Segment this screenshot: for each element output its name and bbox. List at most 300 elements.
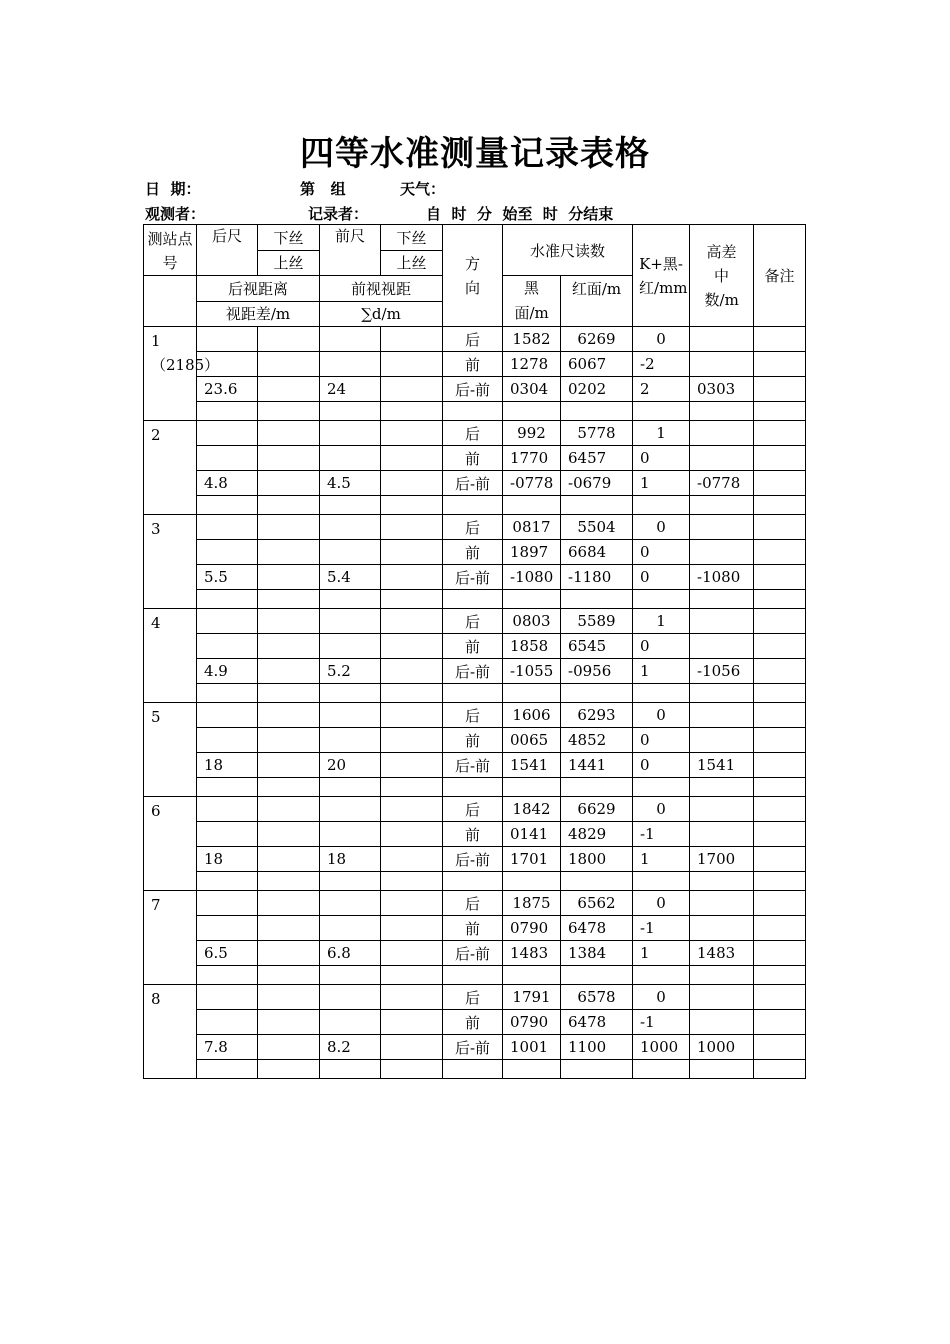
black-reading-cell: 992 — [503, 421, 561, 446]
empty-cell — [258, 941, 320, 966]
black-reading-cell: 0790 — [503, 916, 561, 941]
empty-cell — [381, 753, 443, 778]
remark-cell — [754, 941, 806, 966]
empty-cell — [381, 471, 443, 496]
empty-cell — [381, 891, 443, 916]
red-reading-cell: -0956 — [561, 659, 633, 684]
height-diff-cell: 1541 — [690, 753, 754, 778]
station-id-cell — [144, 515, 197, 609]
station-id-cell — [144, 703, 197, 797]
remark-cell — [754, 847, 806, 872]
header-red: 红面/m — [561, 276, 633, 327]
remark-cell — [754, 327, 806, 352]
station-id: 7 — [151, 896, 161, 914]
direction-cell: 后-前 — [443, 1035, 503, 1060]
black-reading-cell: -0778 — [503, 471, 561, 496]
black-reading-cell: 1858 — [503, 634, 561, 659]
empty-cell — [381, 822, 443, 847]
k-diff-cell: 1000 — [633, 1035, 690, 1060]
height-diff-cell: 1700 — [690, 847, 754, 872]
remark-cell — [754, 565, 806, 590]
k-diff-cell: 0 — [633, 797, 690, 822]
empty-cell — [258, 916, 320, 941]
header-row-1 — [144, 225, 806, 251]
remark-cell — [754, 515, 806, 540]
empty-cell — [561, 872, 633, 891]
remark-cell — [754, 797, 806, 822]
table-row — [144, 590, 806, 609]
empty-cell — [258, 703, 320, 728]
k-diff-cell: 1 — [633, 941, 690, 966]
empty-cell — [258, 684, 320, 703]
black-reading-cell: 1897 — [503, 540, 561, 565]
station-id: 6 — [151, 802, 161, 820]
back-distance-cell: 18 — [197, 753, 258, 778]
empty-cell — [320, 916, 381, 941]
station-id-cell — [144, 421, 197, 515]
empty-cell — [258, 728, 320, 753]
table-row — [144, 565, 806, 590]
empty-cell — [633, 590, 690, 609]
black-reading-cell: 1842 — [503, 797, 561, 822]
empty-cell — [690, 684, 754, 703]
k-diff-cell: 0 — [633, 565, 690, 590]
k-diff-cell: 1 — [633, 609, 690, 634]
front-distance-cell: 24 — [320, 377, 381, 402]
empty-cell — [320, 985, 381, 1010]
red-reading-cell: 6562 — [561, 891, 633, 916]
k-diff-cell: 2 — [633, 377, 690, 402]
table-row — [144, 609, 806, 634]
empty-cell — [258, 515, 320, 540]
empty-cell — [258, 797, 320, 822]
empty-cell — [503, 590, 561, 609]
black-reading-cell: 1001 — [503, 1035, 561, 1060]
direction-cell: 后 — [443, 703, 503, 728]
k-diff-cell: -1 — [633, 822, 690, 847]
red-reading-cell: 4852 — [561, 728, 633, 753]
empty-cell — [320, 891, 381, 916]
empty-cell — [320, 590, 381, 609]
empty-cell — [320, 352, 381, 377]
k-diff-cell: -1 — [633, 1010, 690, 1035]
station-id-cell — [144, 797, 197, 891]
height-diff-cell — [690, 327, 754, 352]
front-distance-cell: 5.2 — [320, 659, 381, 684]
k-diff-cell: 1 — [633, 471, 690, 496]
red-reading-cell: 6269 — [561, 327, 633, 352]
empty-cell — [443, 778, 503, 797]
empty-cell — [381, 659, 443, 684]
empty-cell — [381, 966, 443, 985]
station-id: 4 — [151, 614, 161, 632]
red-reading-cell: 6629 — [561, 797, 633, 822]
empty-cell — [381, 327, 443, 352]
height-diff-cell — [690, 1010, 754, 1035]
table-row — [144, 471, 806, 496]
red-reading-cell: 6478 — [561, 916, 633, 941]
empty-cell — [258, 446, 320, 471]
empty-cell — [381, 352, 443, 377]
direction-cell: 后-前 — [443, 471, 503, 496]
back-distance-cell: 5.5 — [197, 565, 258, 590]
header-direction: 方向 — [443, 225, 503, 327]
empty-cell — [197, 891, 258, 916]
empty-cell — [197, 421, 258, 446]
black-reading-cell: 0141 — [503, 822, 561, 847]
station-id: 3 — [151, 520, 161, 538]
red-reading-cell: 1384 — [561, 941, 633, 966]
empty-cell — [258, 496, 320, 515]
empty-cell — [381, 590, 443, 609]
empty-cell — [381, 941, 443, 966]
empty-cell — [197, 728, 258, 753]
empty-cell — [258, 847, 320, 872]
table-row — [144, 515, 806, 540]
table-body — [144, 225, 806, 1079]
table-row — [144, 352, 806, 377]
k-diff-cell: 0 — [633, 891, 690, 916]
header-remark: 备注 — [754, 225, 806, 327]
height-diff-cell: -0778 — [690, 471, 754, 496]
empty-cell — [320, 966, 381, 985]
empty-cell — [690, 872, 754, 891]
empty-cell — [503, 496, 561, 515]
empty-cell — [381, 778, 443, 797]
k-diff-cell: 0 — [633, 985, 690, 1010]
table-row — [144, 634, 806, 659]
direction-cell: 后-前 — [443, 377, 503, 402]
back-distance-cell: 4.9 — [197, 659, 258, 684]
header-sum-d: ∑d/m — [320, 301, 443, 327]
direction-cell: 后-前 — [443, 753, 503, 778]
empty-cell — [197, 1010, 258, 1035]
k-diff-cell: 0 — [633, 753, 690, 778]
empty-cell — [443, 496, 503, 515]
direction-cell: 后-前 — [443, 659, 503, 684]
direction-cell: 前 — [443, 540, 503, 565]
empty-cell — [443, 872, 503, 891]
height-diff-cell — [690, 703, 754, 728]
station-id: 8 — [151, 990, 161, 1008]
red-reading-cell: 6545 — [561, 634, 633, 659]
empty-cell — [690, 496, 754, 515]
empty-cell — [258, 352, 320, 377]
black-reading-cell: 1875 — [503, 891, 561, 916]
height-diff-cell — [690, 822, 754, 847]
table-row — [144, 778, 806, 797]
empty-cell — [381, 1010, 443, 1035]
empty-cell — [381, 421, 443, 446]
direction-cell: 后-前 — [443, 847, 503, 872]
red-reading-cell: 5778 — [561, 421, 633, 446]
empty-cell — [381, 402, 443, 421]
empty-cell — [381, 609, 443, 634]
height-diff-cell: 0303 — [690, 377, 754, 402]
table-row — [144, 847, 806, 872]
station-id-cell — [144, 609, 197, 703]
remark-cell — [754, 446, 806, 471]
leveling-record-table — [143, 224, 806, 1079]
red-reading-cell: -1180 — [561, 565, 633, 590]
empty-cell — [320, 1060, 381, 1079]
red-reading-cell: 0202 — [561, 377, 633, 402]
empty-cell — [320, 797, 381, 822]
empty-cell — [443, 684, 503, 703]
empty-cell — [633, 778, 690, 797]
height-diff-cell — [690, 421, 754, 446]
empty-cell — [561, 1060, 633, 1079]
red-reading-cell: 6457 — [561, 446, 633, 471]
empty-cell — [320, 634, 381, 659]
direction-cell: 后 — [443, 421, 503, 446]
table-row — [144, 496, 806, 515]
k-diff-cell: -1 — [633, 916, 690, 941]
header-front-rod: 前尺 — [320, 225, 381, 276]
recorder-label: 记录者： — [308, 205, 369, 223]
empty-cell — [258, 966, 320, 985]
k-diff-cell: 0 — [633, 515, 690, 540]
empty-cell — [633, 872, 690, 891]
empty-cell — [320, 540, 381, 565]
empty-cell — [258, 1060, 320, 1079]
date-label: 日 期： — [145, 180, 201, 198]
remark-cell — [754, 1010, 806, 1035]
empty-cell — [561, 778, 633, 797]
empty-cell — [320, 609, 381, 634]
k-diff-cell: 0 — [633, 728, 690, 753]
empty-cell — [197, 872, 258, 891]
empty-cell — [197, 590, 258, 609]
empty-cell — [381, 496, 443, 515]
empty-cell — [258, 590, 320, 609]
height-diff-cell: 1483 — [690, 941, 754, 966]
empty-cell — [197, 778, 258, 797]
header-k-diff: K+黑-红/mm — [633, 225, 690, 327]
empty-cell — [258, 540, 320, 565]
direction-cell: 前 — [443, 1010, 503, 1035]
red-reading-cell: -0679 — [561, 471, 633, 496]
direction-cell: 后 — [443, 327, 503, 352]
k-diff-cell: 0 — [633, 446, 690, 471]
empty-cell — [690, 778, 754, 797]
empty-cell — [197, 515, 258, 540]
empty-cell — [197, 822, 258, 847]
back-distance-cell: 7.8 — [197, 1035, 258, 1060]
empty-cell — [320, 822, 381, 847]
remark-cell — [754, 985, 806, 1010]
time-label: 自 时 分 始至 时 分结束 — [426, 205, 614, 223]
empty-cell — [320, 1010, 381, 1035]
height-diff-cell — [690, 634, 754, 659]
empty-cell — [197, 540, 258, 565]
empty-cell — [258, 1010, 320, 1035]
header-black: 黑面/m — [503, 276, 561, 327]
empty-cell — [258, 822, 320, 847]
empty-cell — [633, 966, 690, 985]
black-reading-cell: 1582 — [503, 327, 561, 352]
empty-cell — [381, 684, 443, 703]
empty-cell — [754, 872, 806, 891]
empty-cell — [320, 496, 381, 515]
empty-cell — [381, 797, 443, 822]
empty-cell — [690, 590, 754, 609]
empty-cell — [258, 377, 320, 402]
black-reading-cell: 0304 — [503, 377, 561, 402]
direction-cell: 后 — [443, 609, 503, 634]
empty-cell — [320, 402, 381, 421]
height-diff-cell — [690, 797, 754, 822]
empty-cell — [443, 966, 503, 985]
empty-cell — [690, 402, 754, 421]
empty-cell — [381, 847, 443, 872]
direction-cell: 前 — [443, 822, 503, 847]
empty-cell — [503, 872, 561, 891]
red-reading-cell: 5504 — [561, 515, 633, 540]
k-diff-cell: 0 — [633, 703, 690, 728]
station-id-cell — [144, 985, 197, 1079]
front-distance-cell: 6.8 — [320, 941, 381, 966]
black-reading-cell: 0803 — [503, 609, 561, 634]
red-reading-cell: 1441 — [561, 753, 633, 778]
station-id-cell — [144, 891, 197, 985]
empty-cell — [561, 496, 633, 515]
empty-cell — [381, 446, 443, 471]
empty-cell — [258, 565, 320, 590]
empty-cell — [258, 634, 320, 659]
empty-cell — [633, 402, 690, 421]
empty-cell — [633, 496, 690, 515]
empty-cell — [197, 966, 258, 985]
header-back-lower: 下丝 — [258, 225, 320, 251]
remark-cell — [754, 916, 806, 941]
black-reading-cell: -1080 — [503, 565, 561, 590]
empty-cell — [503, 684, 561, 703]
red-reading-cell: 6067 — [561, 352, 633, 377]
red-reading-cell: 4829 — [561, 822, 633, 847]
header-back-distance: 后视距离 — [197, 276, 320, 302]
table-row — [144, 941, 806, 966]
empty-cell — [381, 540, 443, 565]
empty-cell — [561, 402, 633, 421]
empty-cell — [381, 515, 443, 540]
empty-cell — [197, 327, 258, 352]
direction-cell: 前 — [443, 352, 503, 377]
height-diff-cell — [690, 352, 754, 377]
red-reading-cell: 1800 — [561, 847, 633, 872]
red-reading-cell: 1100 — [561, 1035, 633, 1060]
remark-cell — [754, 891, 806, 916]
table-row — [144, 985, 806, 1010]
empty-cell — [381, 1035, 443, 1060]
empty-cell — [197, 634, 258, 659]
back-distance-cell: 4.8 — [197, 471, 258, 496]
red-reading-cell: 6684 — [561, 540, 633, 565]
red-reading-cell: 6478 — [561, 1010, 633, 1035]
front-distance-cell: 20 — [320, 753, 381, 778]
k-diff-cell: 0 — [633, 634, 690, 659]
direction-cell: 后 — [443, 985, 503, 1010]
empty-cell — [320, 684, 381, 703]
remark-cell — [754, 753, 806, 778]
empty-cell — [503, 402, 561, 421]
empty-cell — [320, 703, 381, 728]
table-row — [144, 540, 806, 565]
table-row — [144, 1060, 806, 1079]
empty-cell — [381, 916, 443, 941]
header-front-distance: 前视视距 — [320, 276, 443, 302]
table-row — [144, 797, 806, 822]
table-row — [144, 891, 806, 916]
empty-cell — [381, 377, 443, 402]
header-front-upper: 上丝 — [381, 250, 443, 276]
header-station: 测站点号 — [144, 225, 197, 276]
empty-cell — [197, 703, 258, 728]
empty-cell — [381, 703, 443, 728]
empty-cell — [561, 590, 633, 609]
empty-cell — [381, 565, 443, 590]
empty-cell — [690, 966, 754, 985]
header-reading: 水准尺读数 — [503, 225, 633, 276]
header-station-blank — [144, 276, 197, 327]
empty-cell — [197, 402, 258, 421]
front-distance-cell: 5.4 — [320, 565, 381, 590]
back-distance-cell: 6.5 — [197, 941, 258, 966]
weather-label: 天气： — [400, 180, 446, 198]
page-title: 四等水准测量记录表格 — [300, 134, 650, 174]
height-diff-cell: 1000 — [690, 1035, 754, 1060]
empty-cell — [197, 1060, 258, 1079]
empty-cell — [561, 684, 633, 703]
direction-cell: 前 — [443, 916, 503, 941]
height-diff-cell — [690, 728, 754, 753]
remark-cell — [754, 659, 806, 684]
empty-cell — [503, 966, 561, 985]
height-diff-cell — [690, 916, 754, 941]
black-reading-cell: 1791 — [503, 985, 561, 1010]
header-back-rod: 后尺 — [197, 225, 258, 276]
remark-cell — [754, 540, 806, 565]
empty-cell — [503, 778, 561, 797]
station-id-cell — [144, 327, 220, 421]
direction-cell: 前 — [443, 634, 503, 659]
height-diff-cell — [690, 540, 754, 565]
table-row — [144, 916, 806, 941]
empty-cell — [258, 327, 320, 352]
empty-cell — [258, 753, 320, 778]
empty-cell — [503, 1060, 561, 1079]
empty-cell — [633, 1060, 690, 1079]
direction-cell: 前 — [443, 446, 503, 471]
empty-cell — [754, 778, 806, 797]
black-reading-cell: 1606 — [503, 703, 561, 728]
height-diff-cell — [690, 985, 754, 1010]
station-id: 1（2185） — [151, 332, 220, 374]
empty-cell — [197, 496, 258, 515]
empty-cell — [320, 728, 381, 753]
table-row — [144, 377, 806, 402]
empty-cell — [197, 797, 258, 822]
empty-cell — [561, 966, 633, 985]
back-distance-cell: 18 — [197, 847, 258, 872]
black-reading-cell: 1770 — [503, 446, 561, 471]
table-row — [144, 1010, 806, 1035]
empty-cell — [443, 402, 503, 421]
direction-cell: 前 — [443, 728, 503, 753]
empty-cell — [258, 778, 320, 797]
empty-cell — [197, 446, 258, 471]
table-row — [144, 659, 806, 684]
